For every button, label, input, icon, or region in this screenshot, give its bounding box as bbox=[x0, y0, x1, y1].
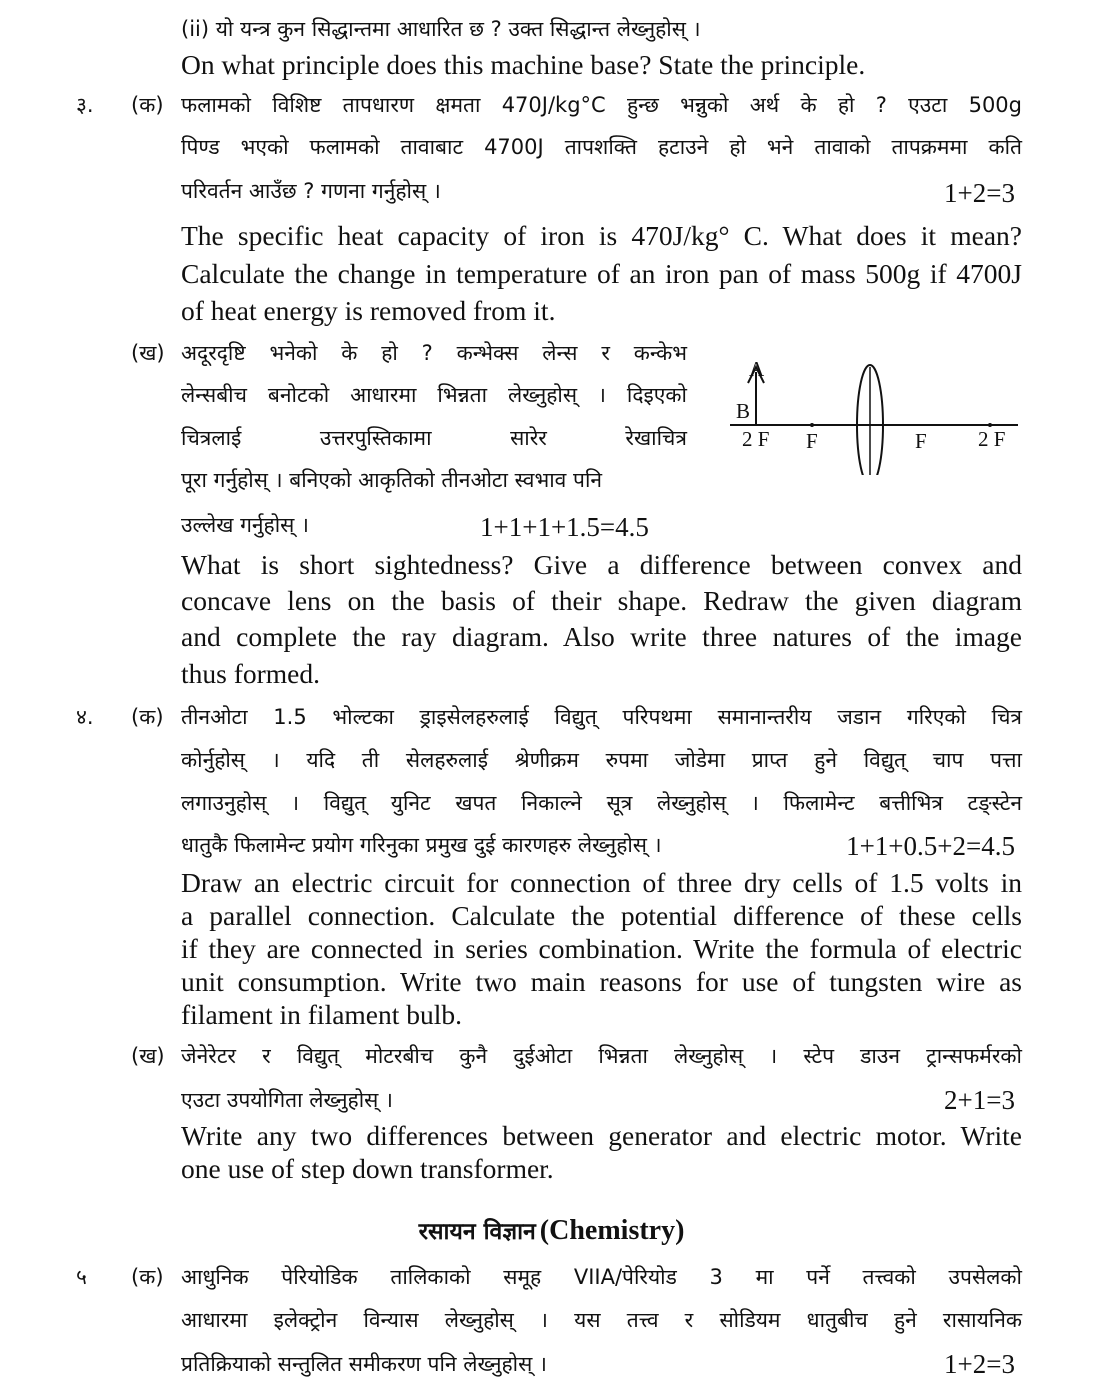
q4a-english-line-1: Draw an electric circuit for connection of three dry cells of 1.5 volts in bbox=[181, 867, 1022, 898]
q4a-nepali-line-2: कोर्नुहोस् । यदि ती सेलहरुलाई श्रेणीक्रम रुपमा जोडेमा प्राप्त हुने विद्युत् चाप पत्ता bbox=[181, 748, 1022, 772]
q4a-nepali-line-3: लगाउनुहोस् । विद्युत् युनिट खपत निकाल्ने सूत्र लेख्नुहोस् । फिलामेन्ट बत्तीभित्र टङ्स्टेन bbox=[181, 791, 1022, 815]
q4b-nepali-line-1: जेनेरेटर र विद्युत् मोटरबीच कुनै दुईओटा भिन्नता लेख्नुहोस् । स्टेप डाउन ट्रान्सफर्मरको bbox=[181, 1044, 1022, 1068]
label-2f-right: 2 F bbox=[978, 427, 1006, 451]
q4a-english-line-2: a parallel connection. Calculate the potential difference of these cells bbox=[181, 900, 1022, 931]
question-number-4: ४. bbox=[76, 705, 94, 729]
q5a-nepali-line-2: आधारमा इलेक्ट्रोन विन्यास लेख्नुहोस् । यस तत्त्व र सोडियम धातुबीच हुने रासायनिक bbox=[181, 1308, 1022, 1332]
q3b-marks: 1+1+1+1.5=4.5 bbox=[480, 512, 649, 542]
label-2f-left: 2 F bbox=[742, 427, 770, 451]
q3a-english-line-1: The specific heat capacity of iron is 470J/kg° C. What does it mean? bbox=[181, 220, 1022, 251]
q3a-english-line-3: of heat energy is removed from it. bbox=[181, 295, 556, 326]
q3a-nepali-line-2: पिण्ड भएको फलामको तावाबाट 4700J तापशक्ति हटाउने हो भने तावाको तापक्रममा कति bbox=[181, 135, 1022, 159]
q4a-nepali-line-4: धातुकै फिलामेन्ट प्रयोग गरिनुका प्रमुख दुई कारणहरु लेख्नुहोस् । bbox=[181, 833, 662, 857]
q2-sub-ii-nepali: (ii) यो यन्त्र कुन सिद्धान्तमा आधारित छ ? उक्त सिद्धान्त लेख्नुहोस् । bbox=[181, 17, 701, 41]
q3b-nepali-line-5: उल्लेख गर्नुहोस् । bbox=[181, 513, 309, 537]
q3-part-a-label: (क) bbox=[131, 93, 164, 117]
section-heading-chemistry bbox=[0, 1213, 1103, 1253]
q4a-english-line-4: unit consumption. Write two main reasons for use of tungsten wire as bbox=[181, 966, 1022, 997]
q3b-english-line-1: What is short sightedness? Give a difference between convex and bbox=[181, 549, 1022, 580]
q4b-marks: 2+1=3 bbox=[944, 1085, 1015, 1115]
q4b-english-line-2: one use of step down transformer. bbox=[181, 1153, 554, 1184]
q4a-nepali-line-1: तीनओटा 1.5 भोल्टका ड्राइसेलहरुलाई विद्युत् परिपथमा समानान्तरीय जडान गरिएको चित्र bbox=[181, 705, 1022, 729]
q4a-english-line-5: filament in filament bulb. bbox=[181, 999, 463, 1030]
q3a-nepali-line-1: फलामको विशिष्ट तापधारण क्षमता 470J/kg°C हुन्छ भन्नुको अर्थ के हो ? एउटा 500g bbox=[181, 93, 1022, 117]
focal-point-left-mark bbox=[810, 423, 814, 427]
q3b-english-line-2: concave lens on the basis of their shape. Redraw the given diagram bbox=[181, 585, 1022, 616]
q3a-marks: 1+2=3 bbox=[944, 178, 1015, 208]
label-b: B bbox=[736, 399, 751, 423]
q2-sub-ii-english: On what principle does this machine base? State the principle. bbox=[181, 49, 866, 80]
question-number-3: ३. bbox=[76, 93, 94, 117]
question-number-5: ५ bbox=[76, 1265, 87, 1289]
q3a-english-line-2: Calculate the change in temperature of an iron pan of mass 500g if 4700J bbox=[181, 258, 1022, 289]
q4b-english-line-1: Write any two differences between generator and electric motor. Write bbox=[181, 1120, 1022, 1151]
q3b-nepali-line-2: लेन्सबीच बनोटको आधारमा भिन्नता लेख्नुहोस् । दिइएको bbox=[181, 383, 687, 407]
label-f-right: F bbox=[915, 429, 927, 453]
label-a: A bbox=[749, 357, 765, 381]
q5a-nepali-line-3: प्रतिक्रियाको सन्तुलित समीकरण पनि लेख्नुहोस् । bbox=[181, 1352, 547, 1376]
q3b-nepali-line-1: अदूरदृष्टि भनेको के हो ? कन्भेक्स लेन्स र कन्केभ bbox=[181, 341, 687, 365]
q4b-nepali-line-2: एउटा उपयोगिता लेख्नुहोस् । bbox=[181, 1088, 393, 1112]
label-f-left: F bbox=[806, 429, 818, 453]
q3b-nepali-line-3: चित्रलाई उत्तरपुस्तिकामा सारेर रेखाचित्र bbox=[181, 426, 687, 450]
q3-part-b-label: (ख) bbox=[131, 341, 165, 365]
q5-part-a-label: (क) bbox=[131, 1265, 164, 1289]
q4a-english-line-3: if they are connected in series combination. Write the formula of electric bbox=[181, 933, 1022, 964]
q3b-english-line-4: thus formed. bbox=[181, 658, 321, 689]
q4-part-b-label: (ख) bbox=[131, 1044, 165, 1068]
q5a-nepali-line-1: आधुनिक पेरियोडिक तालिकाको समूह VIIA/पेरियोड 3 मा पर्ने तत्त्वको उपसेलको bbox=[181, 1265, 1022, 1289]
convex-lens-diagram bbox=[720, 355, 1030, 475]
q5a-marks: 1+2=3 bbox=[944, 1349, 1015, 1379]
q3b-nepali-line-4: पूरा गर्नुहोस् । बनिएको आकृतिको तीनओटा स्वभाव पनि bbox=[181, 468, 603, 492]
q3b-english-line-3: and complete the ray diagram. Also write three natures of the image bbox=[181, 621, 1022, 652]
q4-part-a-label: (क) bbox=[131, 705, 164, 729]
q3a-nepali-line-3: परिवर्तन आउँछ ? गणना गर्नुहोस् । bbox=[181, 179, 441, 203]
q4a-marks: 1+1+0.5+2=4.5 bbox=[846, 831, 1015, 861]
section-title-nepali: रसायन विज्ञान bbox=[418, 1219, 536, 1245]
section-title-english: (Chemistry) bbox=[539, 1215, 685, 1246]
